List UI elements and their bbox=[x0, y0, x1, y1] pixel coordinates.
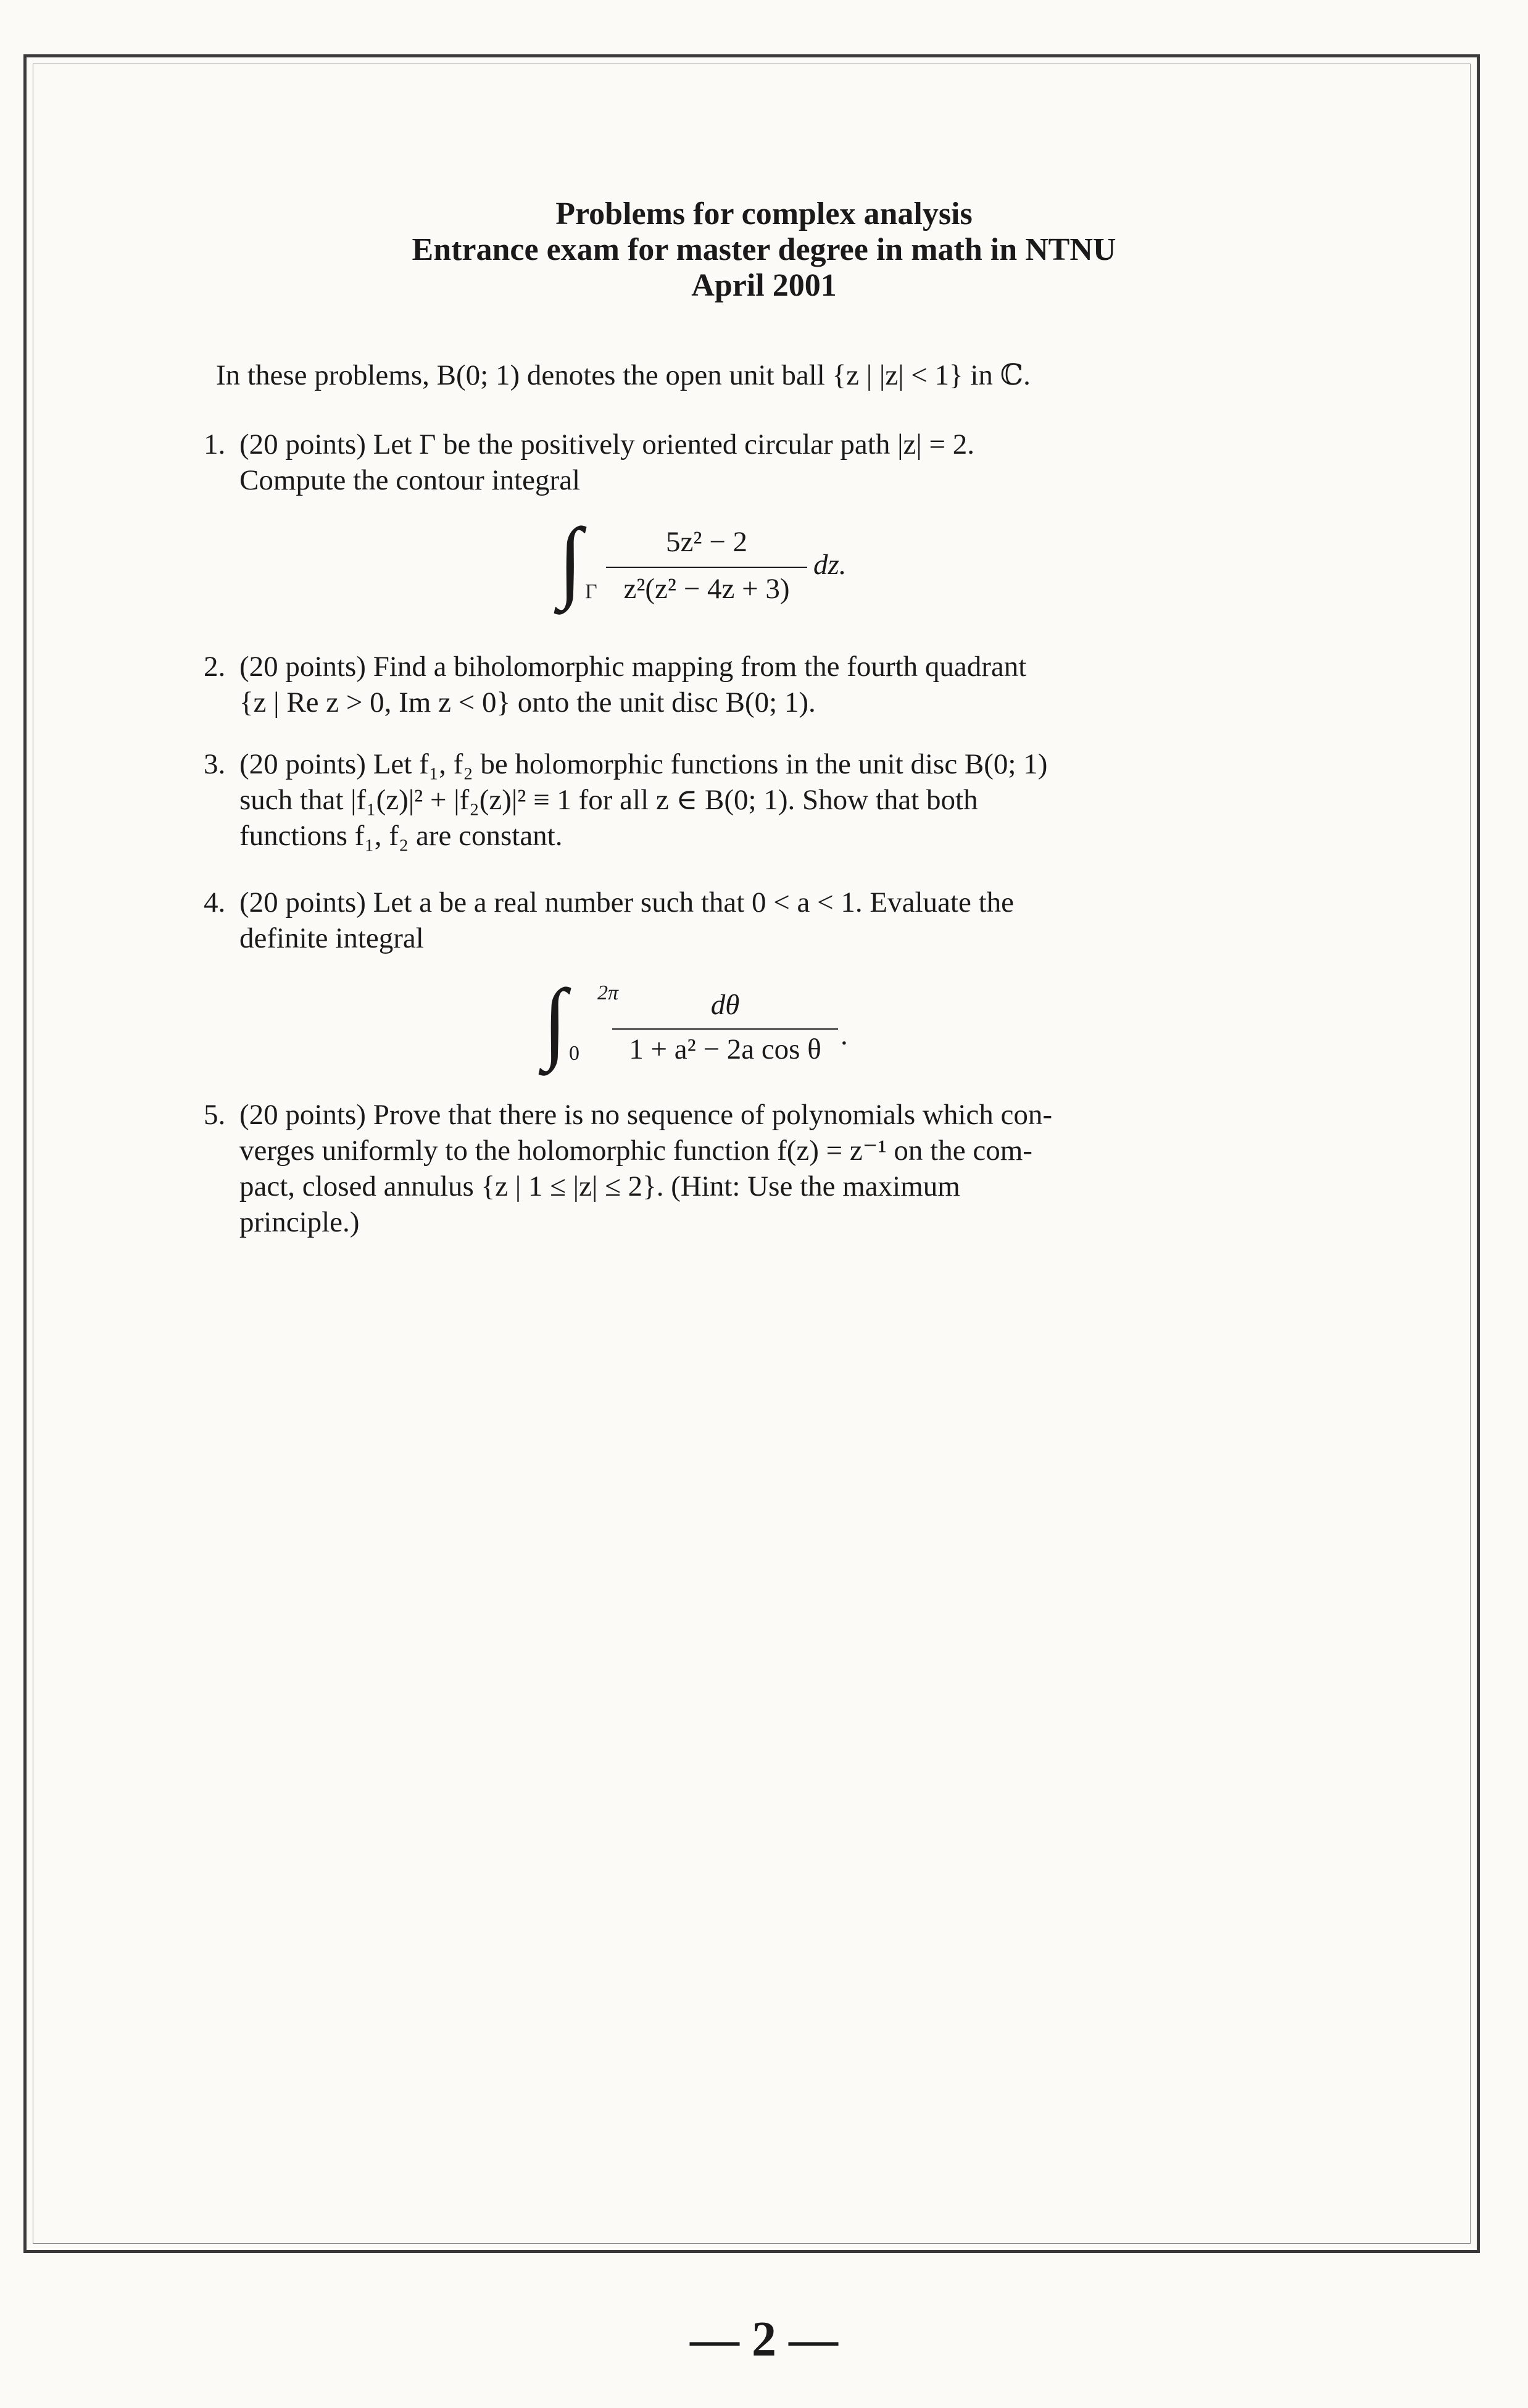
integral-2-lower: 0 bbox=[569, 1042, 579, 1065]
problem-3-line-2: such that |f₁(z)|² + |f₂(z)|² ≡ 1 for all z ∈ B(0; 1). Show that both bbox=[239, 784, 978, 816]
integral-1-numerator: 5z² − 2 bbox=[666, 526, 747, 558]
integral-1-differential: dz. bbox=[813, 549, 847, 581]
integral-1-denominator: z²(z² − 4z + 3) bbox=[623, 573, 790, 605]
problem-1-line-2: Compute the contour integral bbox=[239, 464, 581, 496]
problem-2-line-2: {z | Re z > 0, Im z < 0} onto the unit disc B(0; 1). bbox=[239, 686, 816, 719]
integral-2-numerator: dθ bbox=[710, 989, 740, 1021]
integral-1-lower: Γ bbox=[585, 580, 597, 603]
integral-1-fraction-bar bbox=[606, 567, 807, 568]
problem-3-line-3: functions f₁, f₂ are constant. bbox=[239, 820, 563, 852]
problem-4-number: 4. bbox=[204, 886, 226, 919]
problem-5-line-4: principle.) bbox=[239, 1206, 360, 1238]
problem-4-line-1: (20 points) Let a be a real number such that 0 < a < 1. Evaluate the bbox=[239, 886, 1015, 919]
problem-2-line-1: (20 points) Find a biholomorphic mapping from the fourth quadrant bbox=[239, 651, 1027, 683]
header-date: April 2001 bbox=[691, 268, 837, 303]
problem-2-number: 2. bbox=[204, 651, 226, 683]
header-subtitle: Entrance exam for master degree in math in NTNU bbox=[412, 232, 1116, 267]
integral-2-upper: 2π bbox=[597, 981, 619, 1004]
intro-text: In these problems, B(0; 1) denotes the open unit ball {z | |z| < 1} in ℂ. bbox=[216, 359, 1031, 391]
integral-2-fraction-bar bbox=[612, 1028, 838, 1030]
problem-1-line-1: (20 points) Let Γ be the positively oriented circular path |z| = 2. bbox=[239, 428, 975, 460]
integral-2-period: . bbox=[841, 1019, 848, 1051]
problem-3-line-1: (20 points) Let f₁, f₂ be holomorphic functions in the unit disc B(0; 1) bbox=[239, 748, 1048, 780]
header-title: Problems for complex analysis bbox=[555, 196, 973, 231]
problem-5-line-1: (20 points) Prove that there is no sequence of polynomials which con- bbox=[239, 1099, 1053, 1131]
problem-4-line-2: definite integral bbox=[239, 922, 424, 954]
problem-1-number: 1. bbox=[204, 428, 226, 460]
integral-2-sign: ∫ bbox=[543, 971, 567, 1072]
integral-1-sign: ∫ bbox=[558, 510, 583, 610]
problem-3-number: 3. bbox=[204, 748, 226, 780]
problem-5-line-2: verges uniformly to the holomorphic function f(z) = z⁻¹ on the com- bbox=[239, 1135, 1032, 1167]
page-number: — 2 — bbox=[690, 2312, 838, 2367]
integral-2-denominator: 1 + a² − 2a cos θ bbox=[629, 1033, 821, 1065]
problem-5-line-3: pact, closed annulus {z | 1 ≤ |z| ≤ 2}. (Hint: Use the maximum bbox=[239, 1170, 960, 1202]
problem-5-number: 5. bbox=[204, 1099, 226, 1131]
